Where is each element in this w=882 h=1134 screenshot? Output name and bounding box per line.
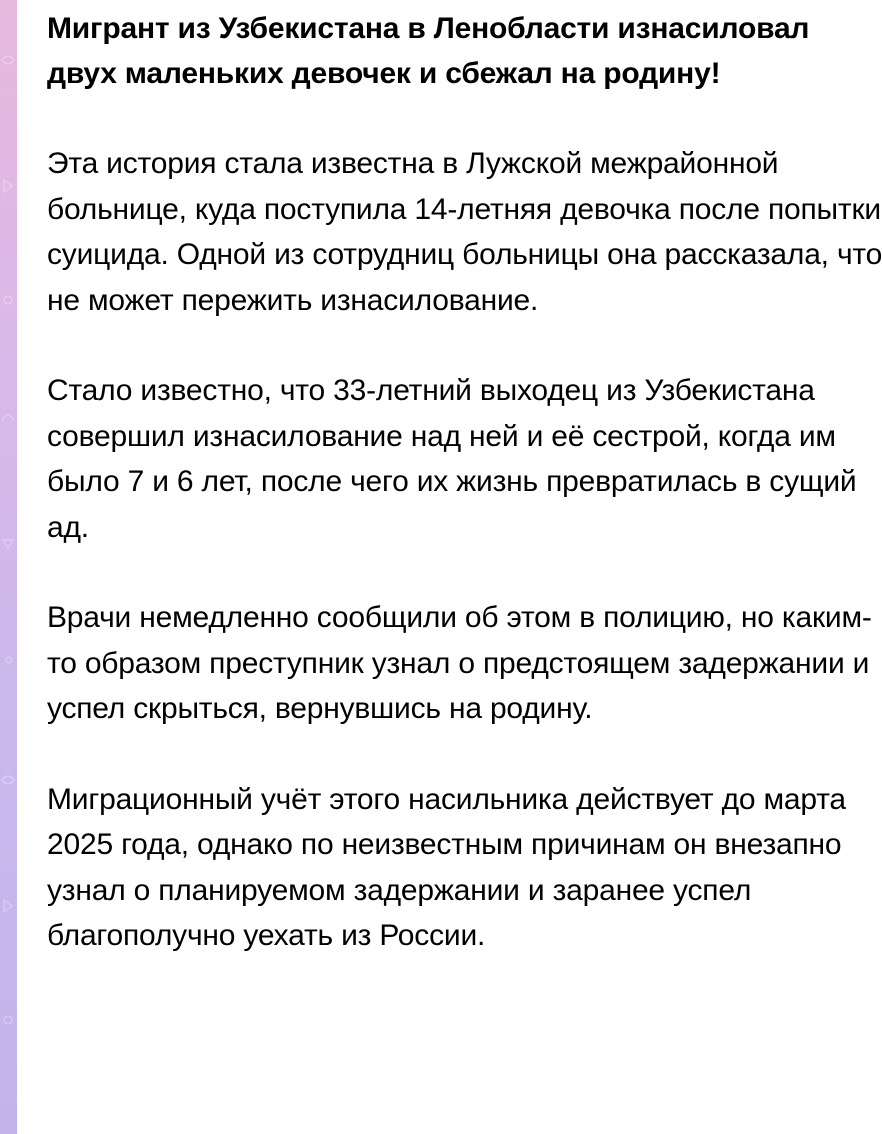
wallpaper-pattern: [0, 0, 17, 1134]
message-paragraph-4: Миграционный учёт этого насильника действует до марта 2025 года, однако по неизвестным причинам он внезапно узнал о планируемом задержании и заранее успел благополучно уехать из России.: [47, 782, 846, 952]
message-bubble[interactable]: [17, 0, 882, 1134]
message-paragraph-1: Эта история стала известна в Лужской межрайонной больнице, куда поступила 14-летняя девочка после попытки суицида. Одной из сотрудниц больницы она рассказала, что не может пережить изнасилование.: [47, 147, 882, 317]
message-content: [47, 6, 882, 959]
chat-wallpaper: [0, 0, 17, 1134]
message-paragraph-2: Стало известно, что 33-летний выходец из Узбекистана совершил изнасилование над ней и её сестрой, когда им было 7 и 6 лет, после чего их жизнь превратилась в сущий ад.: [47, 374, 857, 544]
message-paragraph-3: Врачи немедленно сообщили об этом в полицию, но каким-то образом преступник узнал о предстоящем задержании и успел скрыться, вернувшись на родину.: [47, 601, 872, 725]
message-title: Мигрант из Узбекистана в Ленобласти изнасиловал двух маленьких девочек и сбежал на родину!: [47, 12, 810, 90]
